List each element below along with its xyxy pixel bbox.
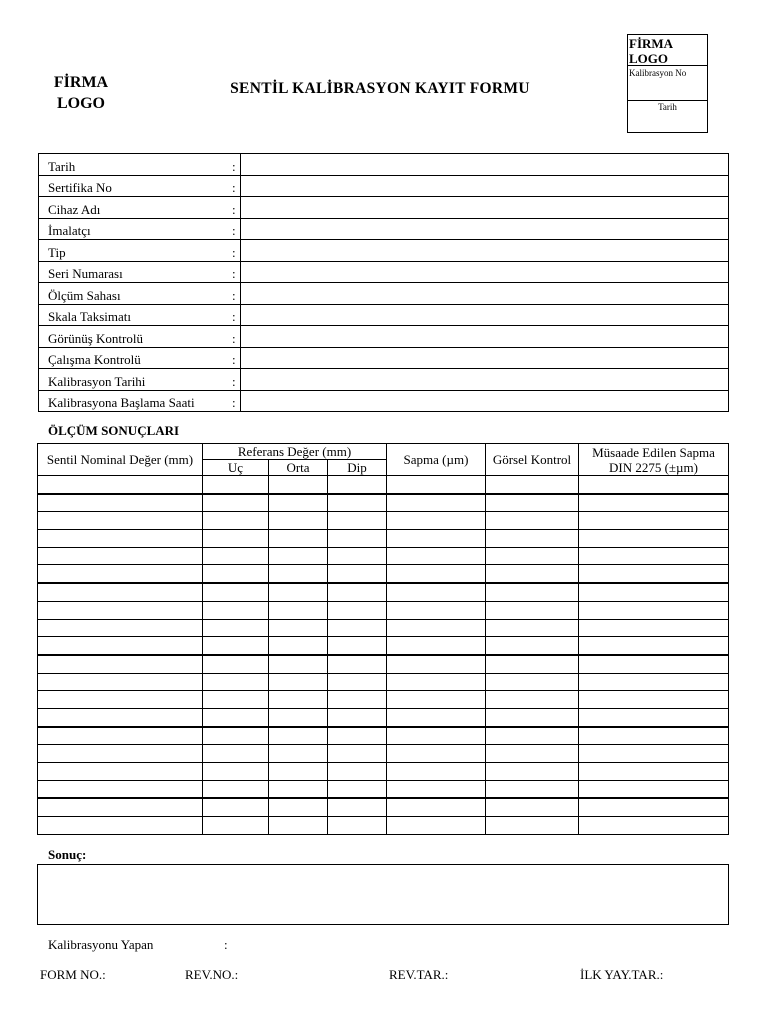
cell-dip[interactable] [328,763,387,781]
table-row [38,619,729,637]
date-label: Tarih [658,102,677,112]
cell-sapma[interactable] [387,619,486,637]
cell-nominal[interactable] [38,727,203,745]
table-row [38,673,729,691]
cell-dip[interactable] [328,547,387,565]
cell-gorsel[interactable] [486,691,579,709]
cell-dip[interactable] [328,565,387,583]
info-value-field[interactable] [241,347,729,369]
info-label: Skala Taksimatı [39,304,233,326]
info-row [39,283,729,305]
cell-musaade[interactable] [579,601,729,619]
col-musaade-header [579,444,729,476]
cell-gorsel[interactable] [486,745,579,763]
logo-box-divider [628,100,707,101]
col-musaade-line1: Müsaade Edilen Sapma [592,444,715,460]
cell-gorsel[interactable] [486,817,579,835]
cell-gorsel[interactable] [486,727,579,745]
col-reference-header: Referans Değer (mm) [203,444,387,460]
cell-nominal[interactable] [38,601,203,619]
calibration-no-label: Kalibrasyon No [629,68,687,78]
cell-uc[interactable] [203,547,269,565]
cell-uc[interactable] [203,673,269,691]
cell-orta[interactable] [269,655,328,673]
logo-left-line2: LOGO [56,95,105,112]
info-label: Sertifika No [39,175,233,197]
cell-sapma[interactable] [387,727,486,745]
cell-uc[interactable] [203,817,269,835]
cell-sapma[interactable] [387,691,486,709]
info-row [39,175,729,197]
cell-sapma[interactable] [387,798,486,816]
info-row [39,154,729,176]
cell-nominal[interactable] [38,745,203,763]
cell-gorsel[interactable] [486,547,579,565]
logo-box-firma [629,36,673,66]
info-label: Ölçüm Sahası [39,283,233,305]
table-row [38,601,729,619]
cell-sapma[interactable] [387,512,486,530]
table-row [38,583,729,601]
info-value-field[interactable] [241,175,729,197]
cell-sapma[interactable] [387,565,486,583]
cell-musaade[interactable] [579,547,729,565]
table-row [38,530,729,548]
cell-nominal[interactable] [38,798,203,816]
cell-sapma[interactable] [387,530,486,548]
info-label: Çalışma Kontrolü [39,347,233,369]
cell-dip[interactable] [328,691,387,709]
cell-orta[interactable] [269,637,328,655]
cell-dip[interactable] [328,817,387,835]
info-table [38,153,729,412]
logo-box-line2: LOGO [629,51,669,66]
cell-dip[interactable] [328,745,387,763]
info-label: Kalibrasyon Tarihi [39,369,233,391]
cell-gorsel[interactable] [486,601,579,619]
cell-orta[interactable] [269,727,328,745]
cell-uc[interactable] [203,512,269,530]
cell-dip[interactable] [328,530,387,548]
cell-orta[interactable] [269,798,328,816]
cell-musaade[interactable] [579,691,729,709]
cell-dip[interactable] [328,619,387,637]
cell-gorsel[interactable] [486,619,579,637]
cell-orta[interactable] [269,494,328,512]
cell-orta[interactable] [269,601,328,619]
cell-uc[interactable] [203,691,269,709]
info-label: İmalatçı [39,218,233,240]
cell-gorsel[interactable] [486,780,579,798]
info-row [39,197,729,219]
cell-musaade[interactable] [579,512,729,530]
info-colon: : [232,326,241,348]
cell-nominal[interactable] [38,530,203,548]
cell-sapma[interactable] [387,817,486,835]
cell-orta[interactable] [269,619,328,637]
info-label: Tarih [39,154,233,176]
cell-nominal[interactable] [38,673,203,691]
info-row [39,240,729,262]
info-colon: : [232,304,241,326]
info-colon: : [232,283,241,305]
cell-nominal[interactable] [38,565,203,583]
info-row [39,218,729,240]
cell-gorsel[interactable] [486,512,579,530]
cell-musaade[interactable] [579,708,729,726]
cell-sapma[interactable] [387,547,486,565]
cell-musaade[interactable] [579,530,729,548]
cell-dip[interactable] [328,673,387,691]
cell-gorsel[interactable] [486,763,579,781]
col-orta-header: Orta [269,460,328,476]
cell-uc[interactable] [203,476,269,494]
cell-musaade[interactable] [579,637,729,655]
col-gorsel-header: Görsel Kontrol [486,444,579,476]
info-value-field[interactable] [241,240,729,262]
cell-gorsel[interactable] [486,476,579,494]
cell-nominal[interactable] [38,763,203,781]
cell-musaade[interactable] [579,673,729,691]
cell-uc[interactable] [203,583,269,601]
cell-musaade[interactable] [579,745,729,763]
cell-sapma[interactable] [387,637,486,655]
cell-dip[interactable] [328,601,387,619]
table-row [38,637,729,655]
table-row [38,798,729,816]
cell-dip[interactable] [328,655,387,673]
table-row [38,547,729,565]
info-value-field[interactable] [241,369,729,391]
cell-musaade[interactable] [579,763,729,781]
cell-dip[interactable] [328,798,387,816]
info-colon: : [232,261,241,283]
cell-orta[interactable] [269,547,328,565]
cell-musaade[interactable] [579,817,729,835]
table-row [38,745,729,763]
cell-sapma[interactable] [387,673,486,691]
info-row [39,326,729,348]
cell-uc[interactable] [203,619,269,637]
cell-orta[interactable] [269,476,328,494]
cell-dip[interactable] [328,708,387,726]
col-sapma-header: Sapma (µm) [387,444,486,476]
table-row [38,494,729,512]
info-label: Tip [39,240,233,262]
cell-gorsel[interactable] [486,494,579,512]
info-row [39,304,729,326]
logo-box-line1: FİRMA [629,36,674,51]
cell-gorsel[interactable] [486,583,579,601]
cell-sapma[interactable] [387,655,486,673]
cell-musaade[interactable] [579,798,729,816]
info-colon: : [232,347,241,369]
cell-orta[interactable] [269,817,328,835]
info-colon: : [232,218,241,240]
cell-dip[interactable] [328,780,387,798]
table-row [38,691,729,709]
cell-nominal[interactable] [38,708,203,726]
cell-uc[interactable] [203,494,269,512]
cell-nominal[interactable] [38,817,203,835]
table-row [38,708,729,726]
info-value-field[interactable] [241,197,729,219]
col-dip-header: Dip [328,460,387,476]
cell-musaade[interactable] [579,565,729,583]
cell-uc[interactable] [203,601,269,619]
cell-nominal[interactable] [38,583,203,601]
cell-dip[interactable] [328,512,387,530]
cell-nominal[interactable] [38,637,203,655]
cell-dip[interactable] [328,583,387,601]
cell-orta[interactable] [269,530,328,548]
cell-nominal[interactable] [38,512,203,530]
cell-nominal[interactable] [38,619,203,637]
cell-nominal[interactable] [38,494,203,512]
cell-nominal[interactable] [38,476,203,494]
cell-gorsel[interactable] [486,655,579,673]
table-row [38,512,729,530]
info-colon: : [232,390,241,412]
cell-orta[interactable] [269,763,328,781]
info-label: Görünüş Kontrolü [39,326,233,348]
info-value-field[interactable] [241,326,729,348]
cell-orta[interactable] [269,565,328,583]
cell-uc[interactable] [203,530,269,548]
kalibrasyonu-yapan-label: Kalibrasyonu Yapan [48,937,154,952]
cell-gorsel[interactable] [486,798,579,816]
info-value-field[interactable] [241,218,729,240]
cell-gorsel[interactable] [486,637,579,655]
cell-sapma[interactable] [387,476,486,494]
cell-musaade[interactable] [579,583,729,601]
table-row [38,655,729,673]
table-row [38,763,729,781]
col-musaade-line2: DIN 2275 (±µm) [608,459,698,475]
cell-orta[interactable] [269,583,328,601]
footer-ilk-yay-tar: İLK YAY.TAR.: [580,967,664,982]
cell-musaade[interactable] [579,619,729,637]
logo-box [627,34,708,133]
info-label: Kalibrasyona Başlama Saati [39,390,233,412]
info-label: Cihaz Adı [39,197,233,219]
cell-orta[interactable] [269,708,328,726]
cell-nominal[interactable] [38,780,203,798]
cell-orta[interactable] [269,512,328,530]
cell-sapma[interactable] [387,745,486,763]
logo-left-line1: FİRMA [53,74,109,91]
cell-dip[interactable] [328,476,387,494]
info-value-field[interactable] [241,261,729,283]
kalibrasyonu-yapan-colon: : [224,937,228,952]
logo-box-divider [628,65,707,66]
cell-gorsel[interactable] [486,708,579,726]
cell-musaade[interactable] [579,494,729,512]
table-row [38,727,729,745]
info-value-field[interactable] [241,304,729,326]
cell-uc[interactable] [203,637,269,655]
cell-nominal[interactable] [38,655,203,673]
cell-uc[interactable] [203,745,269,763]
cell-nominal[interactable] [38,547,203,565]
col-uc-header: Uç [203,460,269,476]
info-row [39,261,729,283]
cell-uc[interactable] [203,780,269,798]
table-row [38,780,729,798]
cell-sapma[interactable] [387,601,486,619]
footer-rev-tar: REV.TAR.: [389,967,449,982]
cell-musaade[interactable] [579,727,729,745]
cell-orta[interactable] [269,745,328,763]
cell-uc[interactable] [203,708,269,726]
cell-uc[interactable] [203,565,269,583]
info-row [39,347,729,369]
sonuc-label: Sonuç: [48,847,87,862]
table-row [38,565,729,583]
cell-musaade[interactable] [579,476,729,494]
info-row [39,390,729,412]
info-label: Seri Numarası [39,261,233,283]
cell-gorsel[interactable] [486,673,579,691]
cell-sapma[interactable] [387,780,486,798]
cell-sapma[interactable] [387,708,486,726]
info-value-field[interactable] [241,283,729,305]
col-nominal-header: Sentil Nominal Değer (mm) [38,444,203,476]
cell-sapma[interactable] [387,494,486,512]
sonuc-box[interactable] [37,864,729,925]
cell-uc[interactable] [203,727,269,745]
cell-uc[interactable] [203,763,269,781]
cell-dip[interactable] [328,727,387,745]
cell-sapma[interactable] [387,763,486,781]
cell-dip[interactable] [328,494,387,512]
info-colon: : [232,369,241,391]
cell-musaade[interactable] [579,655,729,673]
results-table [37,443,729,835]
cell-dip[interactable] [328,637,387,655]
cell-gorsel[interactable] [486,530,579,548]
page-title: SENTİL KALİBRASYON KAYIT FORMU [230,80,530,97]
footer-form-no: FORM NO.: [40,967,106,982]
table-row [38,817,729,835]
info-row [39,369,729,391]
info-value-field[interactable] [241,154,729,176]
info-colon: : [232,240,241,262]
table-row [38,476,729,494]
info-colon: : [232,175,241,197]
firma-logo-left [50,72,112,114]
cell-uc[interactable] [203,798,269,816]
info-colon: : [232,197,241,219]
footer-rev-no: REV.NO.: [185,967,239,982]
cell-sapma[interactable] [387,583,486,601]
cell-uc[interactable] [203,655,269,673]
info-colon: : [232,154,241,176]
cell-nominal[interactable] [38,691,203,709]
cell-orta[interactable] [269,780,328,798]
info-value-field[interactable] [241,390,729,412]
cell-orta[interactable] [269,673,328,691]
cell-musaade[interactable] [579,780,729,798]
cell-orta[interactable] [269,691,328,709]
cell-gorsel[interactable] [486,565,579,583]
results-section-title: ÖLÇÜM SONUÇLARI [48,423,180,438]
